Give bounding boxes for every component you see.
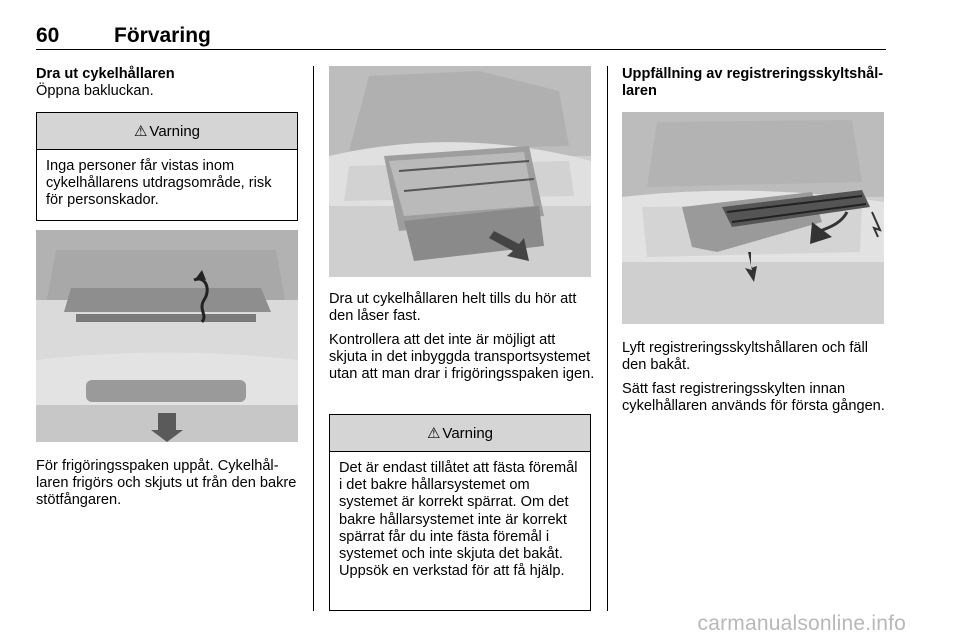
column-divider-1 [313,66,314,611]
middle-paragraph-2: Kontrollera att det inte är möjligt att skjuta in det inbyggda transportsystemet utan att man drar i frigöringsspaken igen. [329,332,595,382]
intro-text: Öppna bakluckan. [36,83,154,99]
right-text [622,340,888,415]
left-column [36,66,304,100]
section-heading: Dra ut cykelhållaren [36,66,175,82]
caption-text: För frigöringsspaken uppåt. Cykelhållaren frigörs och skjuts ut från den bakre stötfångaren. [36,458,297,508]
right-paragraph-2: Sätt fast registreringsskylten innan cykelhållaren används för första gången. [622,381,885,414]
warning-header [330,415,590,452]
warning-title: Varning [149,122,201,140]
warning-box-2 [329,414,591,611]
warning-text: Det är endast tillåtet att fästa föremål i det bakre hållarsystemet om systemet är korrekt spärrat. Om det bakre hållarsystemet inte är korrekt spärrat får du inte fästa föremål i systemet och inte skjuta det bakåt. Uppsök en verkstad för att få hjälp. [339,460,578,580]
warning-header [37,113,297,150]
figure-plate-holder-fold [622,112,884,324]
figure-trunk-release-lever [36,230,298,442]
column-divider-2 [607,66,608,611]
warning-title: Varning [442,424,494,442]
warning-icon: ⚠ [426,425,441,442]
figure-drawer-pull [329,66,591,277]
warning-text: Inga personer får vistas inom cykelhållarens utdragsområde, risk för personskador. [46,158,272,209]
header-rule [36,49,886,50]
middle-text [329,291,595,383]
watermark: carmanualsonline.info [697,612,906,635]
warning-box-1 [36,112,298,221]
right-paragraph-1: Lyft registreringsskyltshållaren och fäll den bakåt. [622,340,869,373]
right-heading-block [622,66,888,100]
section-heading: Uppfällning av registreringsskyltshållaren [622,66,884,99]
warning-icon: ⚠ [133,123,148,140]
page-title: Förvaring [114,24,211,47]
page-number: 60 [36,24,60,47]
left-caption [36,458,306,509]
middle-paragraph-1: Dra ut cykelhållaren helt tills du hör att den låser fast. [329,291,577,324]
